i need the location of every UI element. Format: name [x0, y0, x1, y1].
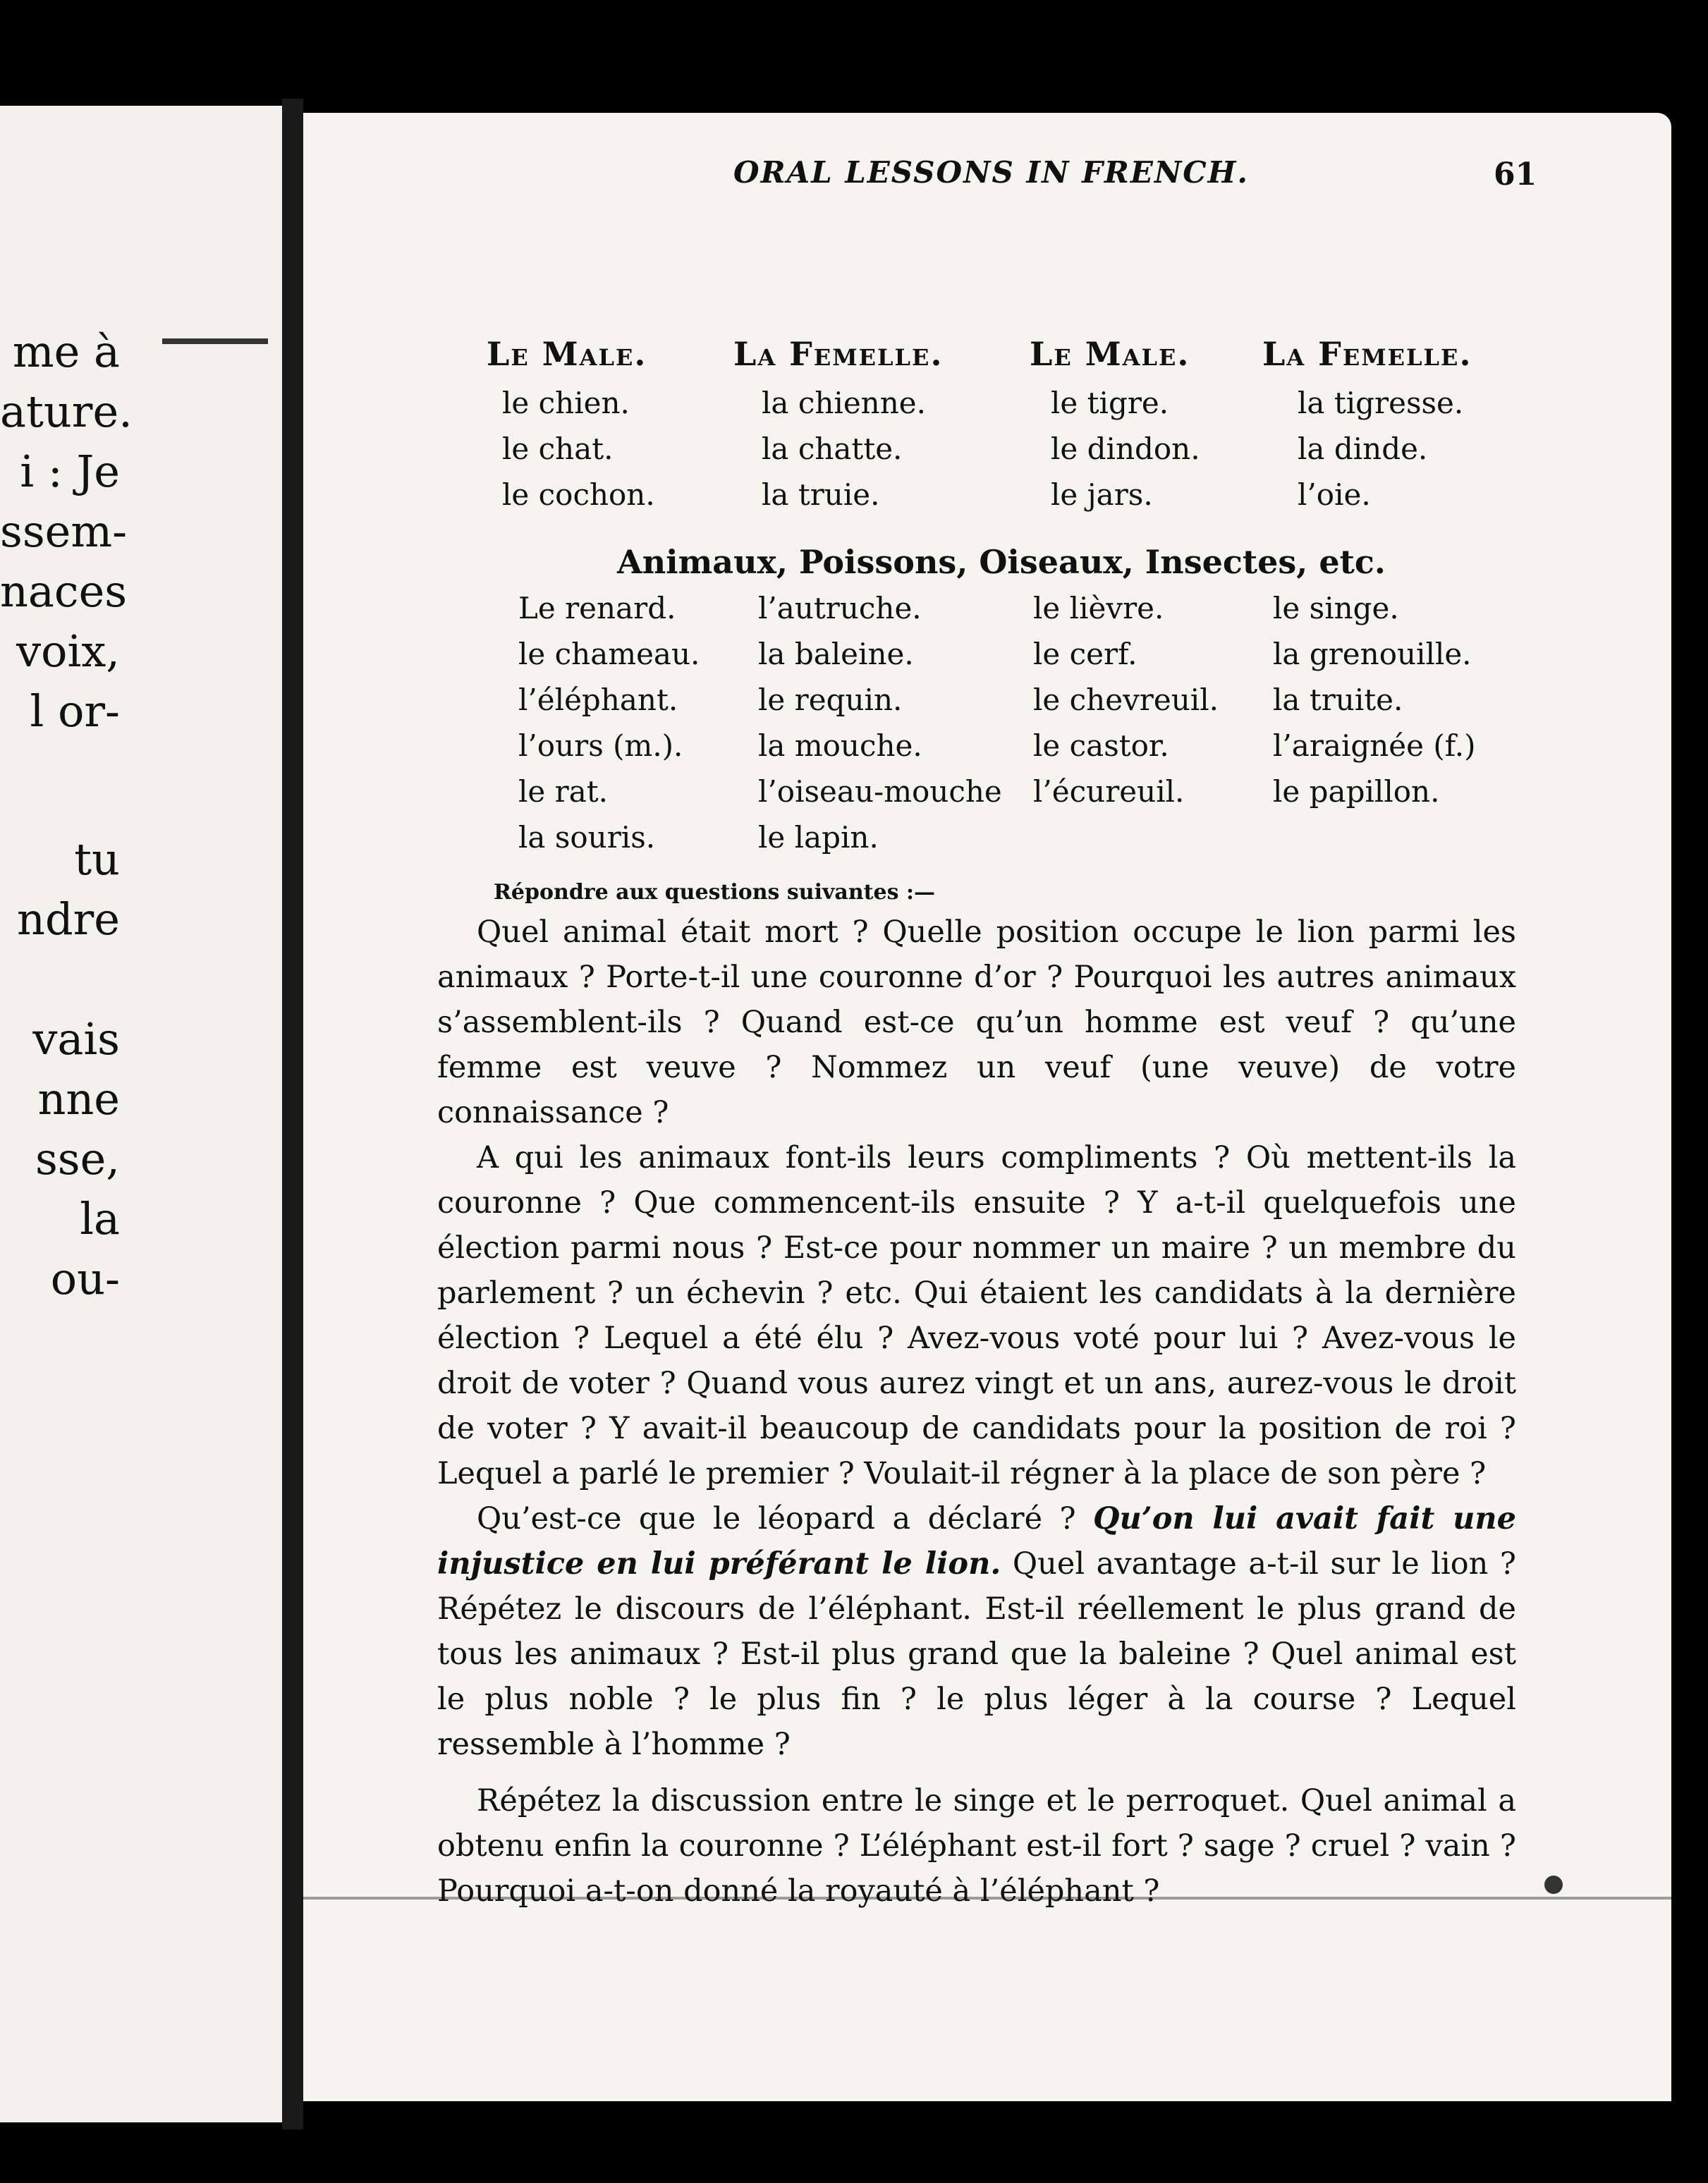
animal-item: l’ours (m.). [518, 728, 683, 763]
question-paragraph: Répétez la discussion entre le singe et le perroquet. Quel animal a obtenu enfin la couronne ? L’éléphant est-il fort ? sage ? cruel ? vain ? Pourquoi a-t-on donné la royauté à l’éléphant ? [437, 1783, 1516, 1909]
animals-column-2 [758, 585, 1002, 860]
table-item: le chien. [502, 386, 630, 420]
table-item: le cochon. [502, 477, 655, 512]
animal-item: l’écureuil. [1033, 774, 1185, 809]
column-heading: Le Male. [1030, 335, 1190, 373]
animal-item: l’oiseau-mouche [758, 774, 1002, 809]
animal-item: l’araignée (f.) [1273, 728, 1476, 763]
gender-column-male-2 [1030, 331, 1200, 518]
animal-item: le rat. [518, 774, 608, 809]
page-number: 61 [1494, 157, 1537, 192]
table-item: la dinde. [1298, 432, 1428, 466]
question-paragraph: A qui les animaux font-ils leurs compliments ? Où mettent-ils la couronne ? Que commencent-ils ensuite ? Y a-t-il quelquefois une élection parmi nous ? Est-ce pour nommer un maire ? un membre du parlement ? un échevin ? etc. Qui étaient les candidats à la dernière élection ? Lequel a été élu ? Avez-vous voté pour lui ? Avez-vous le droit de voter ? Quand vous aurez vingt et un ans, aurez-vous le droit de voter ? Y avait-il beaucoup de candidats pour la position de roi ? Lequel a parlé le premier ? Voulait-il régner à la place de son père ? [437, 1140, 1516, 1491]
left-fragment: ndre [17, 893, 120, 945]
gender-column-male-1 [487, 331, 655, 518]
animal-item: le cerf. [1033, 637, 1137, 671]
section-title: Animaux, Poissons, Oiseaux, Insectes, etc. [617, 543, 1386, 581]
running-head: ORAL LESSONS IN FRENCH. [733, 155, 1249, 190]
scan-mark [162, 338, 268, 344]
animal-item: la mouche. [758, 728, 922, 763]
animal-item: le lapin. [758, 820, 879, 855]
left-page [0, 106, 286, 2122]
table-item: le tigre. [1051, 386, 1169, 420]
left-fragment: ssem- [0, 506, 128, 557]
left-fragment: ature. [0, 386, 133, 437]
animal-item: le chevreuil. [1033, 683, 1219, 717]
quoted-answer: Qu’on lui avait fait une injustice en lui préférant le lion. [437, 1501, 1516, 1582]
questions-body [437, 910, 1516, 1914]
instruction: Répondre aux questions suivantes :— [494, 880, 936, 905]
animal-item: l’autruche. [758, 591, 922, 625]
animal-item: la baleine. [758, 637, 914, 671]
column-heading: La Femelle. [1262, 335, 1472, 373]
ink-blot [1544, 1876, 1563, 1894]
left-fragment: me à [12, 326, 120, 377]
animal-item: le chameau. [518, 637, 700, 671]
left-fragment: naces [0, 565, 128, 617]
animal-item: le papillon. [1273, 774, 1440, 809]
table-item: la tigresse. [1298, 386, 1464, 420]
column-heading: La Femelle. [733, 335, 944, 373]
table-item: le dindon. [1051, 432, 1200, 466]
left-fragment: voix, [16, 625, 120, 677]
animal-item: la truite. [1273, 683, 1403, 717]
table-item: l’oie. [1298, 477, 1371, 512]
left-fragment: ou- [50, 1253, 120, 1304]
left-fragment: tu [74, 833, 120, 885]
animal-item: Le renard. [518, 591, 676, 625]
table-item: la chienne. [762, 386, 926, 420]
animal-item: le castor. [1033, 728, 1169, 763]
animal-item: la souris. [518, 820, 656, 855]
question-paragraph [437, 1496, 1516, 1767]
left-fragment: i : Je [20, 446, 120, 497]
animal-item: le lièvre. [1033, 591, 1164, 625]
table-item: le jars. [1051, 477, 1153, 512]
animals-column-1 [518, 585, 700, 860]
left-fragment: sse, [35, 1133, 120, 1185]
animals-column-4 [1273, 585, 1476, 814]
gender-column-female-1 [733, 331, 943, 518]
question-text: Quel avantage a-t-il sur le lion ? Répétez le discours de l’éléphant. Est-il réellement le plus grand de tous les animaux ? Est-il plus grand que la baleine ? Quel animal est le plus noble ? le plus fin ? le plus léger à la course ? Lequel ressemble à l’homme ? [437, 1546, 1516, 1762]
animal-item: le singe. [1273, 591, 1399, 625]
table-item: le chat. [502, 432, 614, 466]
column-heading: Le Male. [487, 335, 647, 373]
table-item: la truie. [762, 477, 880, 512]
animals-column-3 [1033, 585, 1219, 814]
left-fragment: vais [32, 1013, 120, 1065]
left-fragment: la [80, 1193, 120, 1245]
question-paragraph: Quel animal était mort ? Quelle position occupe le lion parmi les animaux ? Porte-t-il une couronne d’or ? Pourquoi les autres animaux s’assemblent-ils ? Quand est-ce qu’un homme est veuf ? qu’une femme est veuve ? Nommez un veuf (une veuve) de votre connaissance ? [437, 915, 1516, 1130]
gender-column-female-2 [1262, 331, 1472, 518]
book-gutter [282, 99, 303, 2129]
table-item: la chatte. [762, 432, 903, 466]
left-fragment: l or- [30, 685, 120, 737]
animal-item: la grenouille. [1273, 637, 1472, 671]
animal-item: le requin. [758, 683, 903, 717]
left-fragment: nne [37, 1073, 120, 1125]
question-text: Qu’est-ce que le léopard a déclaré ? [477, 1501, 1076, 1536]
animal-item: l’éléphant. [518, 683, 678, 717]
